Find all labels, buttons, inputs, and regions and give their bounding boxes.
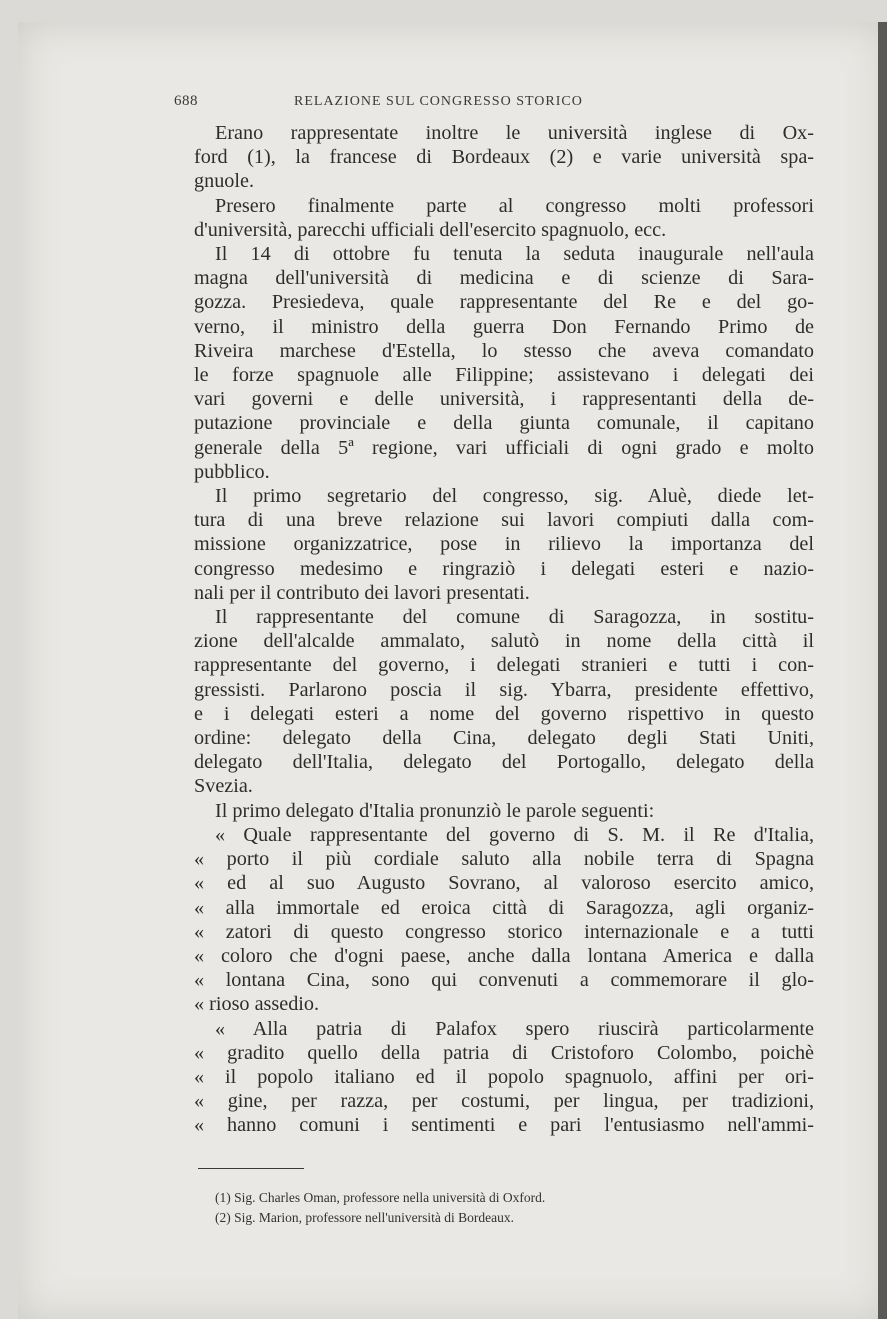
text-line: verno, il ministro della guerra Don Fernando Primo de [194,315,814,338]
body-text [194,121,814,1138]
text-line: « gine, per razza, per costumi, per lingua, per tradizioni, [194,1090,814,1113]
text-line: generale della 5ª regione, vari ufficiali di ogni grado e molto [194,436,814,459]
text-line: ordine: delegato della Cina, delegato degli Stati Uniti, [194,727,814,750]
text-line: zione dell'alcalde ammalato, salutò in nome della città il [194,630,814,653]
text-line: pubblico. [194,460,270,483]
text-line: vari governi e delle università, i rappresentanti della de- [194,388,814,411]
text-line: le forze spagnuole alle Filippine; assistevano i delegati dei [194,364,814,387]
text-line: Riveira marchese d'Estella, lo stesso che aveva comandato [194,339,814,362]
footnotes [215,1188,775,1228]
running-head [174,93,814,110]
text-line: « rioso assedio. [194,993,320,1016]
text-line: missione organizzatrice, pose in rilievo la importanza del [194,533,814,556]
running-title: RELAZIONE SUL CONGRESSO STORICO [294,94,583,109]
text-line: gnuole. [194,170,254,193]
text-line: Il primo segretario del congresso, sig. Aluè, diede let- [215,485,814,508]
text-line: « ed al suo Augusto Sovrano, al valoroso esercito amico, [194,872,814,895]
page-number: 688 [174,93,198,109]
text-line: putazione provinciale e della giunta comunale, il capitano [194,412,814,435]
text-line: gozza. Presiedeva, quale rappresentante del Re e del go- [194,291,814,314]
text-line: e i delegati esteri a nome del governo rispettivo in questo [194,702,814,725]
text-line: nali per il contributo dei lavori presentati. [194,581,530,604]
text-line: « porto il più cordiale saluto alla nobile terra di Spagna [194,848,814,871]
footnote: (2) Sig. Marion, professore nell'università di Bordeaux. [215,1210,514,1225]
footnote: (1) Sig. Charles Oman, professore nella università di Oxford. [215,1190,546,1205]
text-line: Presero finalmente parte al congresso molti professori [215,194,814,217]
text-line: delegato dell'Italia, delegato del Portogallo, delegato della [194,751,814,774]
text-line: « zatori di questo congresso storico internazionale e a tutti [194,920,814,943]
text-line: « gradito quello della patria di Cristoforo Colombo, poichè [194,1041,814,1064]
text-line: Il rappresentante del comune di Saragozza, in sostitu- [215,606,814,629]
footnote-rule [198,1168,304,1169]
text-line: congresso medesimo e ringraziò i delegati esteri e nazio- [194,557,814,580]
text-line: Svezia. [194,775,253,798]
text-line: d'università, parecchi ufficiali dell'esercito spagnuolo, ecc. [194,218,667,241]
text-line: Il 14 di ottobre fu tenuta la seduta inaugurale nell'aula [215,243,814,266]
text-line: « Quale rappresentante del governo di S. M. il Re d'Italia, [215,823,814,846]
page-edge-shadow [878,22,887,1319]
text-line: ford (1), la francese di Bordeaux (2) e varie università spa- [194,146,814,169]
text-line: magna dell'università di medicina e di scienze di Sara- [194,267,814,290]
text-line: tura di una breve relazione sui lavori compiuti dalla com- [194,509,814,532]
text-line: « lontana Cina, sono qui convenuti a commemorare il glo- [194,969,814,992]
text-line: « hanno comuni i sentimenti e pari l'entusiasmo nell'ammi- [194,1114,814,1137]
text-line: Erano rappresentate inoltre le università inglese di Ox- [215,122,814,144]
text-line: « alla immortale ed eroica città di Saragozza, agli organiz- [194,896,814,919]
text-line: « Alla patria di Palafox spero riuscirà particolarmente [215,1017,814,1040]
text-line: « il popolo italiano ed il popolo spagnuolo, affini per ori- [194,1065,814,1088]
text-line: gressisti. Parlarono poscia il sig. Ybarra, presidente effettivo, [194,678,814,701]
text-line: rappresentante del governo, i delegati stranieri e tutti i con- [194,654,814,677]
text-line: « coloro che d'ogni paese, anche dalla lontana America e dalla [194,944,814,967]
text-line: Il primo delegato d'Italia pronunziò le parole seguenti: [215,799,655,822]
